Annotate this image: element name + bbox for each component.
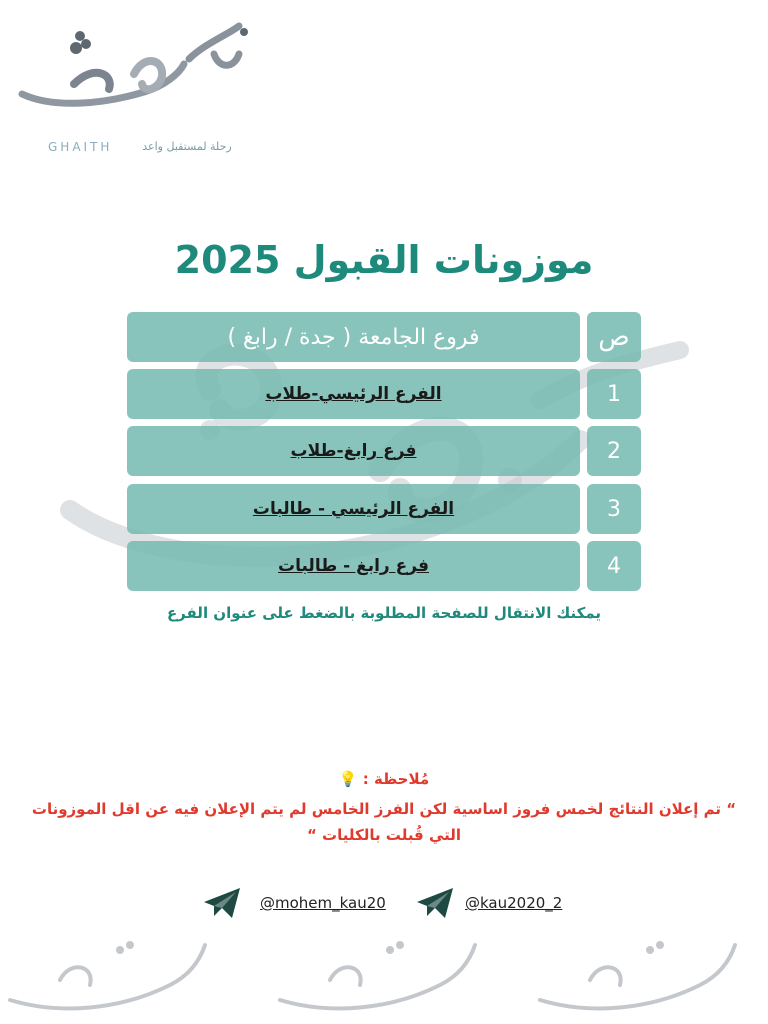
branch-label: فرع رابغ - طالبات	[278, 556, 429, 576]
branch-label: فرع رابغ-طلاب	[290, 441, 417, 461]
row-number	[587, 484, 641, 534]
lightbulb-icon: 💡	[338, 770, 358, 788]
ghaith-calligraphy-logo	[14, 14, 254, 134]
telegram-handle-link[interactable]: @kau2020_2	[465, 894, 563, 912]
table-header-num-label: ص	[598, 322, 630, 352]
branch-link-main-female[interactable]	[127, 484, 580, 534]
branch-link-main-male[interactable]	[127, 369, 580, 419]
row-number-text: 2	[607, 438, 621, 464]
navigation-hint: يمكنك الانتقال للصفحة المطلوبة بالضغط على عنوان الفرع	[166, 604, 602, 622]
note-text: “ تم إعلان النتائج لخمس فروز اساسية لكن الفرز الخامس لم يتم الإعلان فيه عن اقل الموزونات التي قُبلت بالكليات “	[31, 800, 737, 844]
telegram-handle-link[interactable]: @mohem_kau20	[260, 894, 386, 912]
row-number-text: 3	[607, 496, 621, 522]
telegram-icon[interactable]	[202, 886, 242, 920]
row-number	[587, 541, 641, 591]
table-header-branch-label: فروع الجامعة ( جدة / رابغ )	[227, 324, 480, 350]
note-label: مُلاحظة :	[362, 770, 430, 788]
branch-label: الفرع الرئيسي - طالبات	[252, 499, 455, 519]
branch-link-rabigh-female[interactable]	[127, 541, 580, 591]
logo-tagline: رحلة لمستقبل واعد	[142, 140, 232, 153]
table-header-branch	[127, 312, 580, 362]
branch-label: الفرع الرئيسي-طلاب	[265, 384, 442, 404]
row-number	[587, 426, 641, 476]
table-header-num	[587, 312, 641, 362]
note-heading	[0, 770, 768, 788]
branch-link-rabigh-male[interactable]	[127, 426, 580, 476]
row-number	[587, 369, 641, 419]
row-number-text: 4	[607, 553, 621, 579]
page-title: موزونات القبول 2025	[174, 238, 594, 282]
ghaith-logo	[14, 14, 254, 154]
footer-calligraphy-pattern	[0, 930, 768, 1020]
row-number-text: 1	[607, 381, 621, 407]
logo-latin-text: GHAITH	[48, 140, 113, 154]
telegram-icon[interactable]	[415, 886, 455, 920]
